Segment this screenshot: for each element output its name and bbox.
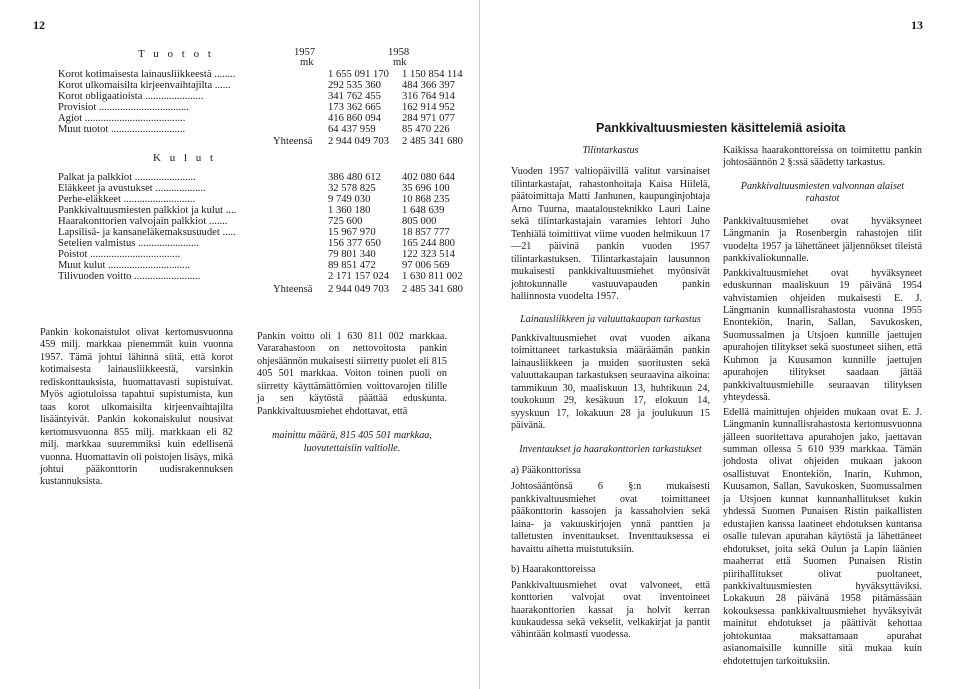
left-text-column bbox=[40, 327, 233, 489]
paragraph: Pankkivaltuusmiehet ovat vuoden aikana toimittaneet tarkastuksia määräämän pankin lainausliikkeen ja muiden suoritusten sekä valuuttakaupan tarkastuksen seuraavina aikoina: tammikuun 30, maaliskuun 13, huhtikuun 24, toukokuun 29, kesäkuun 17, elokuun 14, syyskuun 17, lokakuun 28 ja joulukuun 15 päivänä. bbox=[511, 332, 710, 432]
table-row: Provisiot .................................. 173 362 665 162 914 952 bbox=[58, 102, 455, 113]
income-statement-table bbox=[58, 45, 498, 305]
table-row: Eläkkeet ja avustukset ................... 32 578 825 35 696 100 bbox=[58, 183, 450, 194]
section-b-heading: b) Haarakonttoreissa bbox=[511, 564, 596, 576]
table-row: Poistot .................................. 79 801 340 122 323 514 bbox=[58, 249, 455, 260]
table-row: Agiot ...................................... 416 860 094 284 971 077 bbox=[58, 113, 455, 124]
subheading-inventaukset: Inventaukset ja haarakonttorien tarkastukset bbox=[519, 443, 702, 455]
table-row: Haarakonttorien valvojain palkkiot ....... 725 600 805 000 bbox=[58, 216, 437, 227]
table-row: Pankkivaltuusmiesten palkkiot ja kulut .... 1 360 180 1 648 639 bbox=[58, 205, 445, 216]
col-header-1958: 1958 bbox=[388, 47, 410, 58]
paragraph: Edellä mainittujen ohjeiden mukaan ovat E. J. Längmanin kunnallisrahastosta kertomusvuonna jälleen suoritettava apurahojen jako, jaettavan summan ollessa 5 610 939 markkaa. Tämän johdosta olivat ohjeiden mukaan jakoon osallistuvat Enontekiön, Inarin, Kuhmon, Kuusamon, Sallan, Savukosken, Suomussalmen ja Utsjoen kunnat kunnanhallitukset kukin yhdessä Suomen Punaisen Ristin paikallisten edustajien kanssa laatineet ehdotuksen kuntansa osalle tulevan apurahan käytöstä ja lähettäneet ehdotukset, joita sekä Oulun ja Lapin läänien maaherrat että Suomen Punaisen Ristin piirihallitukset olivat puoltaneet, pankkivaltuusmiesten hyväksyttäviksi. Lokakuun 28 päivänä 1958 pitämässään kokouksessa pankkivaltuusmiehet hyväksyivät mainitut ehdotukset ja päättivät kehottaa johtokuntaa maksattamaan apurahat asianomaisille kunnille sitä mukaa kuin ehdotettujen tarkoituksiin. bbox=[723, 406, 922, 667]
col-header-unit-1957: mk bbox=[300, 57, 314, 68]
table-row: Setelien valmistus ....................... 156 377 650 165 244 800 bbox=[58, 238, 455, 249]
paragraph: Pankin kokonaistulot olivat kertomusvuonna 459 milj. markkaa pienemmät kuin vuonna 1957. Tämä johtui lähinnä siitä, että korot kotimaisesta lainausliikkeestä, varsinkin rediskonttauksista, huomattavasti supistuivat. Myös agiotuloissa tapahtui supistumista, kun taas korot ulkomaisilta kirjeenvaihtajilta lisääntyivät. Pankin kokonaiskulut nousivat kertomusvuonna 855 milj. markkaan eli 82 milj. markkaa suuremmiksi kuin edellisenä vuonna. Huomattavin oli poistojen lisäys, mikä johtui pääkonttorin uudisrakennuksen kustannuksista. bbox=[40, 327, 233, 488]
paragraph: Pankkivaltuusmiehet ovat hyväksyneet Längmanin ja Rosenbergin rahastojen tilit vuodelta 1957 ja lähettäneet jäljennökset tileistä pankkivaliokunnalle. bbox=[723, 215, 922, 265]
table-row: Palkat ja palkkiot ....................... 386 480 612 402 080 644 bbox=[58, 172, 455, 183]
table-row: Korot obligaatioista ...................... 341 762 455 316 764 914 bbox=[58, 91, 455, 102]
page-number-left: 12 bbox=[33, 18, 45, 32]
paragraph: Johtosääntönsä 6 §:n mukaisesti pankkivaltuusmiehet ovat toimittaneet pääkonttorin kassojen ja kassaholvien sekä laina- ja vakuuskirjojen ynnä panttien ja talletusten inventtaukset. Inventtauksessa ei havaittu aihetta muistutuksiin. bbox=[511, 481, 710, 555]
expense-heading: K u l u t bbox=[153, 152, 217, 164]
table-row: Muut tuotot ............................ 64 437 959 85 470 226 bbox=[58, 124, 450, 135]
paragraph: Pankin voitto oli 1 630 811 002 markkaa. Vararahastoon on nettovoitosta pankin ohjesäännön mukaisesti siirretty puolet eli 815 405 501 markkaa. Voiton toinen puoli on siirretty käyttämättömien voittovarojen tilille ja sen käytöstä päättää eduskunta. Pankkivaltuusmiehet ehdottavat, että bbox=[257, 331, 447, 417]
table-row: Tilivuoden voitto ......................... 2 171 157 024 1 630 811 002 bbox=[58, 271, 463, 282]
subheading-rahastot: Pankkivaltuusmiesten valvonnan alaiset rahastot bbox=[740, 180, 905, 205]
subheading-lainausliike: Lainausliikkeen ja valuuttakaupan tarkastus bbox=[520, 314, 701, 326]
paragraph: Kaikissa haarakonttoreissa on toimitettu pankin johtosäännön 2 §:ssä säädetty tarkastus. bbox=[723, 145, 922, 169]
expense-total-row: Yhteensä 2 944 049 703 2 485 341 680 bbox=[273, 284, 463, 295]
page-heading: Pankkivaltuusmiesten käsittelemiä asioita bbox=[596, 121, 846, 135]
right-text-column-2 bbox=[723, 145, 922, 668]
italic-proposal: mainittu määrä, 815 405 501 markkaa, luovutettaisiin valtiolle. bbox=[272, 430, 432, 454]
page-number-right: 13 bbox=[911, 18, 923, 32]
right-text-column-1 bbox=[511, 145, 710, 642]
table-row: Lapsilisä- ja kansaneläkemaksusuudet ..... 15 967 970 18 857 777 bbox=[58, 227, 450, 238]
section-a-heading: a) Pääkonttorissa bbox=[511, 464, 581, 476]
col-header-unit-1958: mk bbox=[393, 57, 407, 68]
col-header-1957: 1957 bbox=[294, 47, 316, 58]
income-total-row: Yhteensä 2 944 049 703 2 485 341 680 bbox=[273, 136, 463, 147]
table-row: Muut kulut ............................... 89 851 472 97 006 569 bbox=[58, 260, 450, 271]
paragraph: Vuoden 1957 valtiopäivillä valitut varsinaiset tilintarkastajat, rahastonhoitaja Kaisa Hiilelä, päätoimittaja Matti Janhunen, kaupunginjohtaja Arno Tuurna, maatalousteknikko Lauri Laine sekä tilintarkastajain varamies lehtori Juho Tenhiälä toimittivat viime vuoden helmikuun 17—21 päivinä pankin vuoden 1957 tilintarkastuksen. Tilintarkastajain lausunnon mukaisesti pankkivaltuusmiehet myönsivät johtokunnalle vastuuvapauden pankin hallinnosta vuodelta 1957. bbox=[511, 166, 710, 302]
table-row: Korot kotimaisesta lainausliikkeestä ........ 1 655 091 170 1 150 854 114 bbox=[58, 69, 463, 80]
paragraph: Pankkivaltuusmiehet ovat valvoneet, että konttorien valvojat ovat inventoineet haarakonttorien kassat ja holvit kerran kuukaudessa sekä vekselit, velkakirjat ja pantit vähintään kolmasti vuodessa. bbox=[511, 579, 710, 641]
table-row: Korot ulkomaisilta kirjeenvaihtajilta ...... 292 535 360 484 366 397 bbox=[58, 80, 455, 91]
table-row: Perhe-eläkkeet ........................... 9 749 030 10 868 235 bbox=[58, 194, 450, 205]
left-text-column-2 bbox=[257, 331, 447, 455]
subheading-tilintarkastus: Tilintarkastus bbox=[582, 145, 639, 156]
income-heading: T u o t o t bbox=[138, 48, 214, 60]
paragraph: Pankkivaltuusmiehet ovat hyväksyneet eduskunnan maaliskuun 19 päivänä 1954 vahvistamien ohjeiden mukaisesti E. J. Längmanin kunnallisrahastosta vuonna 1955 Enontekiön, Inarin, Sallan, Savukosken, Suomussalmen ja Utsjoen kunnille jaettujen apurahojen tilitykset sekä suostuneet siihen, että Kuhmon ja Kuusamon kunnille jaettujen apurahojen tilitykset saadaan jättää pankkivaltuusmiehille seuraavan tilityksen yhteydessä. bbox=[723, 267, 922, 404]
